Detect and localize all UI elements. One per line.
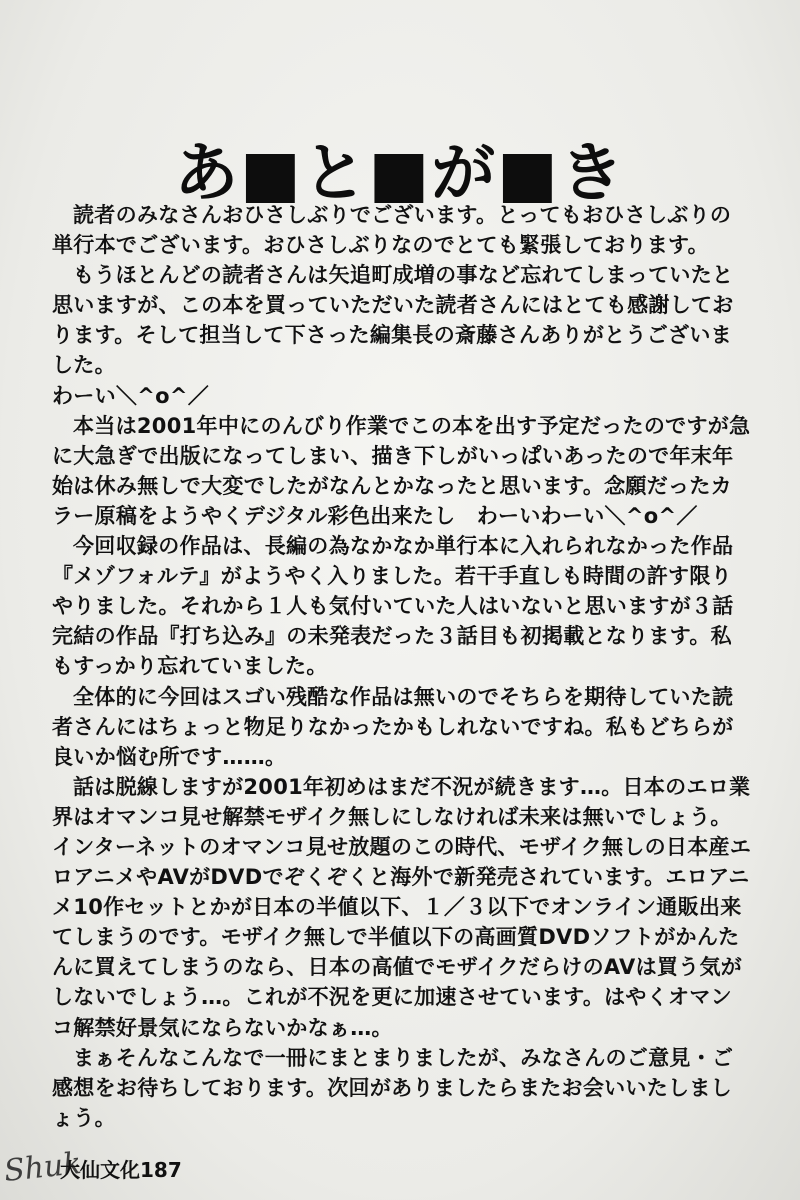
page-footer: 大仙文化187	[60, 1158, 182, 1182]
paragraph: まぁそんなこんなで一冊にまとまりましたが、みなさんのご意見・ご感想をお待ちしております。次回がありましたらまたお会いいたしましょう。	[52, 1045, 734, 1130]
paragraph: わーい＼^o^／	[52, 383, 210, 408]
paragraph: 話は脱線しますが2001年初めはまだ不況が続きます…。日本のエロ業界はオマンコ見せ解禁モザイク無しにしなければ未来は無いでしょう。インターネットのオマンコ見せ放題のこの時代、モザイク無しの日本産エロアニメやAVがDVDでぞくぞくと海外で新発売されています。エロアニメ10作セットとかが日本の半値以下、１／３以下でオンライン通販出来てしまうのです。モザイク無しで半値以下の高画質DVDソフトがかんたんに買えてしまうのなら、日本の高値でモザイクだらけのAVは買う気がしないでしょう…。これが不況を更に加速させています。はやくオマンコ解禁好景気にならないかなぁ…。	[52, 774, 752, 1040]
paragraph: 読者のみなさんおひさしぶりでございます。とってもおひさしぶりの単行本でございます。おひさしぶりなのでとても緊張しております。	[52, 203, 732, 258]
paragraph: 全体的に今回はスゴい残酷な作品は無いのでそちらを期待していた読者さんにはちょっと物足りなかったかもしれないですね。私もどちらが良いか悩む所です……。	[52, 684, 734, 769]
paragraph: 本当は2001年中にのんびり作業でこの本を出す予定だったのですが急に大急ぎで出版になってしまい、描き下しがいっぱいあったので年末年始は休み無しで大変でしたがなんとかなったと思います。念願だったカラー原稿をようやくデジタル彩色出来たし わーいわーい＼^o^／	[52, 413, 751, 528]
signature-watermark: Shuk	[2, 1146, 83, 1189]
paragraph: 今回収録の作品は、長編の為なかなか単行本に入れられなかった作品『メゾフォルテ』がようやく入りました。若干手直しも時間の許す限りやりました。それから１人も気付いていた人はいないと思いますが３話完結の作品『打ち込み』の未発表だった３話目も初掲載となります。私もすっかり忘れていました。	[52, 534, 734, 679]
paragraph: もうほとんどの読者さんは矢追町成増の事など忘れてしまっていたと思いますが、この本を買っていただいた読者さんにはとても感謝しております。そして担当して下さった編集長の斎藤さんありがとうございました。	[52, 263, 734, 378]
page-title: あ■と■が■き	[174, 137, 626, 211]
afterword-body	[52, 200, 752, 1133]
